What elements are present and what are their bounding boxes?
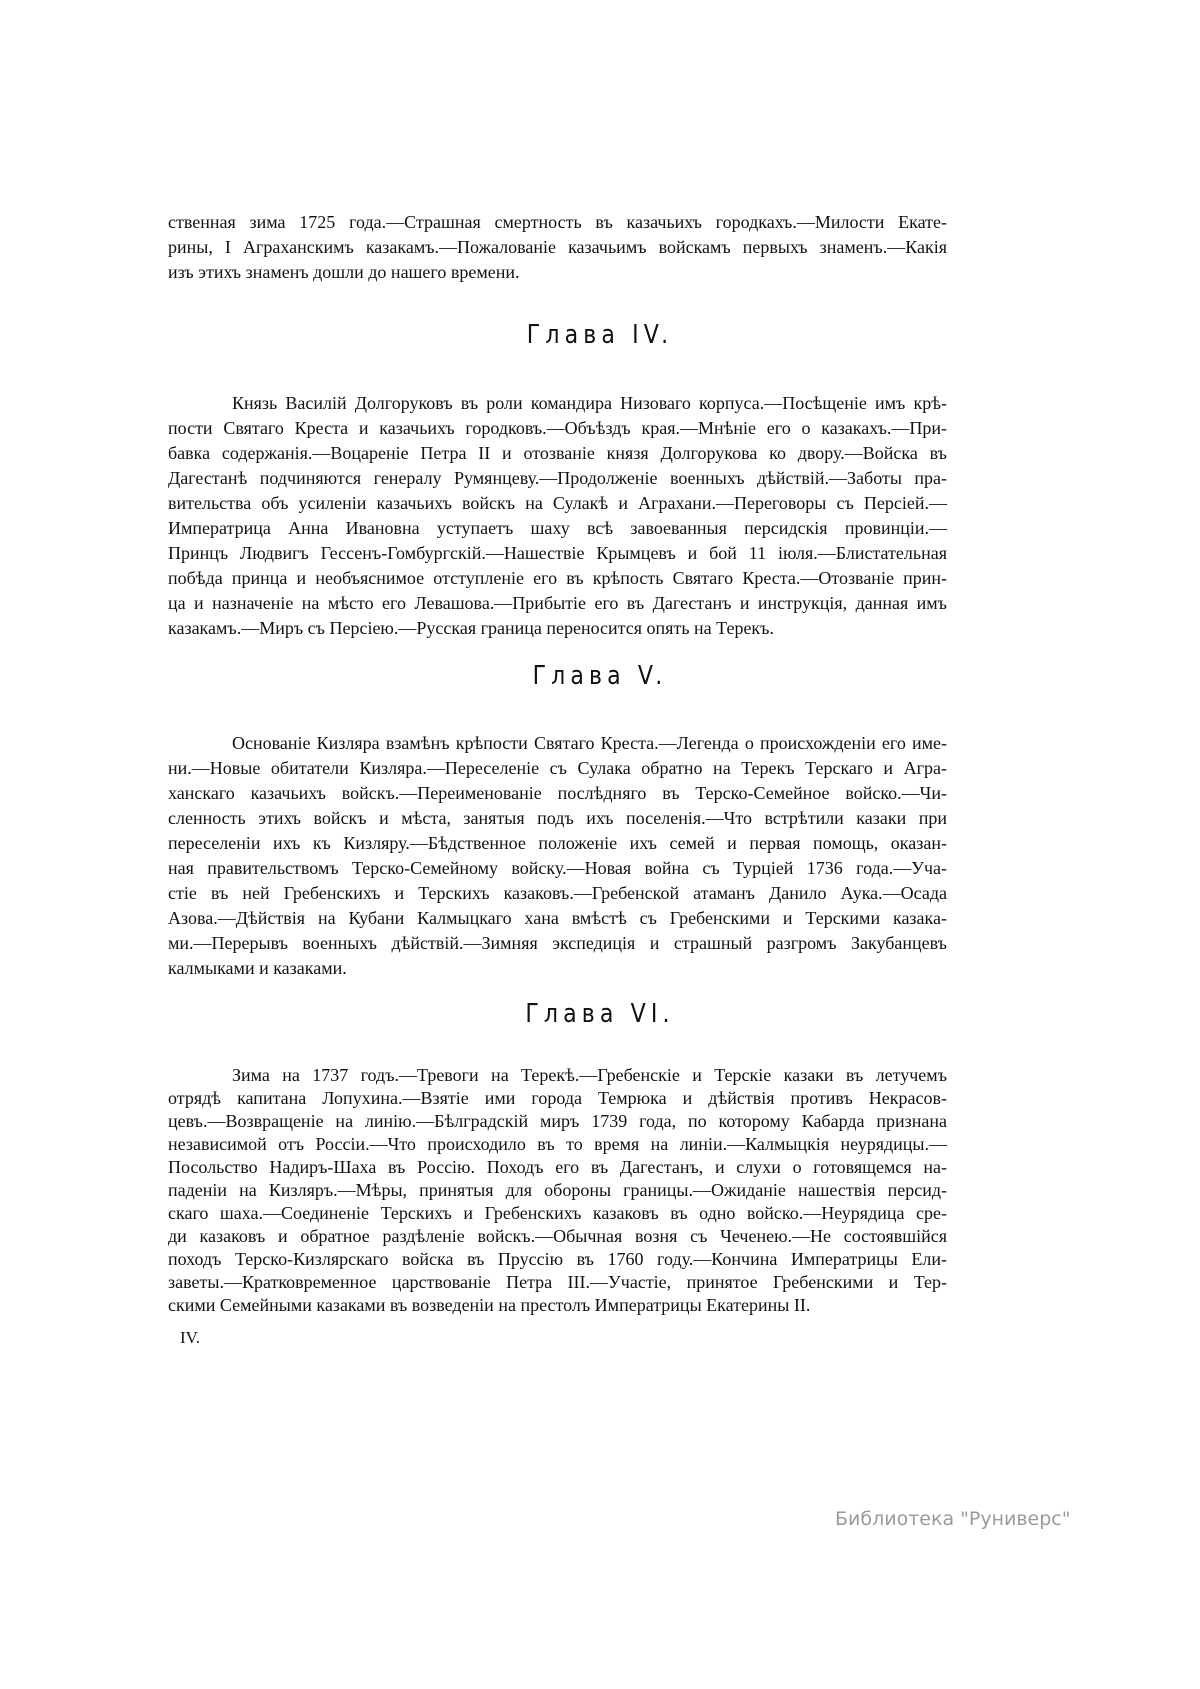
text-line: паденіи на Кизляръ.—Мѣры, принятыя для обороны границы.—Ожиданіе нашествія персид- — [168, 1180, 947, 1200]
chapter-6-summary — [168, 1064, 947, 1317]
text-line: Основаніе Кизляра взамѣнъ крѣпости Святаго Креста.—Легенда о происхожденіи его име- — [232, 733, 947, 753]
text-line: цевъ.—Возвращеніе на линію.—Бѣлградскій миръ 1739 года, по которому Кабарда признана — [168, 1111, 947, 1131]
text-line: переселеніи ихъ къ Кизляру.—Бѣдственное положеніе ихъ семей и первая помощь, оказан- — [168, 833, 947, 853]
text-line: Зима на 1737 годъ.—Тревоги на Терекѣ.—Гребенскіе и Терскіе казаки въ летучемъ — [232, 1065, 947, 1085]
text-line: заветы.—Кратковременное царствованіе Петра III.—Участіе, принятое Гребенскими и Тер- — [168, 1272, 947, 1292]
text-line: стіе въ ней Гребенскихъ и Терскихъ казаковъ.—Гребенской атаманъ Данило Аука.—Осада — [168, 883, 947, 903]
chapter-5-heading: Глава V. — [532, 661, 668, 691]
text-line: Посольство Надиръ-Шаха въ Россію. Походъ его въ Дагестанъ, и слухи о готовящемся на- — [168, 1157, 947, 1177]
intro-paragraph — [168, 210, 947, 285]
text-line: ми.—Перерывъ военныхъ дѣйствій.—Зимняя экспедиція и страшный разгромъ Закубанцевъ — [168, 933, 947, 953]
text-line: ца и назначеніе на мѣсто его Левашова.—Прибытіе его въ Дагестанъ и инструкція, данная имъ — [168, 593, 947, 613]
text-line: пости Святаго Креста и казачьихъ городковъ.—Объѣздъ края.—Мнѣніе его о казакахъ.—При- — [168, 418, 947, 438]
text-line: ханскаго казачьихъ войскъ.—Переименованіе послѣдняго въ Терско-Семейное войско.—Чи- — [168, 783, 947, 803]
text-line: изъ этихъ знаменъ дошли до нашего времени. — [168, 262, 520, 282]
text-line: рины, I Аграханскимъ казакамъ.—Пожалованіе казачьимъ войскамъ первыхъ знаменъ.—Какія — [168, 237, 947, 257]
text-line: скаго шаха.—Соединеніе Терскихъ и Гребенскихъ казаковъ въ одно войско.—Неурядица сре- — [168, 1203, 947, 1223]
text-line: походъ Терско-Кизлярскаго войска въ Пруссію въ 1760 году.—Кончина Императрицы Ели- — [168, 1249, 947, 1269]
chapter-4-heading: Глава IV. — [526, 320, 674, 350]
text-line: ни.—Новые обитатели Кизляра.—Переселеніе съ Сулака обратно на Терекъ Терскаго и Агра- — [168, 758, 947, 778]
page-number: IV. — [180, 1328, 200, 1347]
text-line: Князь Василій Долгоруковъ въ роли командира Низоваго корпуса.—Посѣщеніе имъ крѣ- — [232, 393, 947, 413]
text-line: Принцъ Людвигъ Гессенъ-Гомбургскій.—Нашествіе Крымцевъ и бой 11 іюля.—Блистательная — [168, 543, 947, 563]
text-line: отрядѣ капитана Лопухина.—Взятіе ими города Темрюка и дѣйствія противъ Некрасов- — [168, 1088, 947, 1108]
text-line: побѣда принца и необъяснимое отступленіе его въ крѣпость Святаго Креста.—Отозваніе прин- — [168, 568, 947, 588]
text-line: Императрица Анна Ивановна уступаетъ шаху всѣ завоеванныя персидскія провинціи.— — [168, 518, 947, 538]
chapter-5-summary — [168, 731, 947, 981]
text-line: бавка содержанія.—Воцареніе Петра II и отозваніе князя Долгорукова ко двору.—Войска въ — [168, 443, 947, 463]
text-line: Дагестанѣ подчиняются генералу Румянцеву.—Продолженіе военныхъ дѣйствій.—Заботы пра- — [168, 468, 947, 488]
text-line: скими Семейными казаками въ возведеніи на престолъ Императрицы Екатерины II. — [168, 1295, 811, 1315]
text-line: казакамъ.—Миръ съ Персіею.—Русская граница переносится опять на Терекъ. — [168, 618, 774, 638]
text-line: ственная зима 1725 года.—Страшная смертность въ казачьихъ городкахъ.—Милости Екате- — [168, 212, 947, 232]
text-line: Азова.—Дѣйствія на Кубани Калмыцкаго хана вмѣстѣ съ Гребенскими и Терскими казака- — [168, 908, 947, 928]
text-line: ди казаковъ и обратное раздѣленіе войскъ.—Обычная возня съ Чеченею.—Не состоявшійся — [168, 1226, 947, 1246]
text-line: сленность этихъ войскъ и мѣста, занятыя подъ ихъ поселенія.—Что встрѣтили казаки при — [168, 808, 947, 828]
library-watermark: Библиотека "Руниверс" — [835, 1508, 1071, 1530]
chapter-4-summary — [168, 391, 947, 641]
text-line: ная правительствомъ Терско-Семейному войску.—Новая война съ Турціей 1736 года.—Уча- — [168, 858, 947, 878]
text-line: калмыками и казаками. — [168, 958, 347, 978]
text-line: независимой отъ Россіи.—Что происходило въ то время на линіи.—Калмыцкія неурядицы.— — [168, 1134, 947, 1154]
text-line: вительства объ усиленіи казачьихъ войскъ на Сулакѣ и Аграхани.—Переговоры съ Персіей.— — [168, 493, 947, 513]
chapter-6-heading: Глава VI. — [525, 999, 675, 1029]
